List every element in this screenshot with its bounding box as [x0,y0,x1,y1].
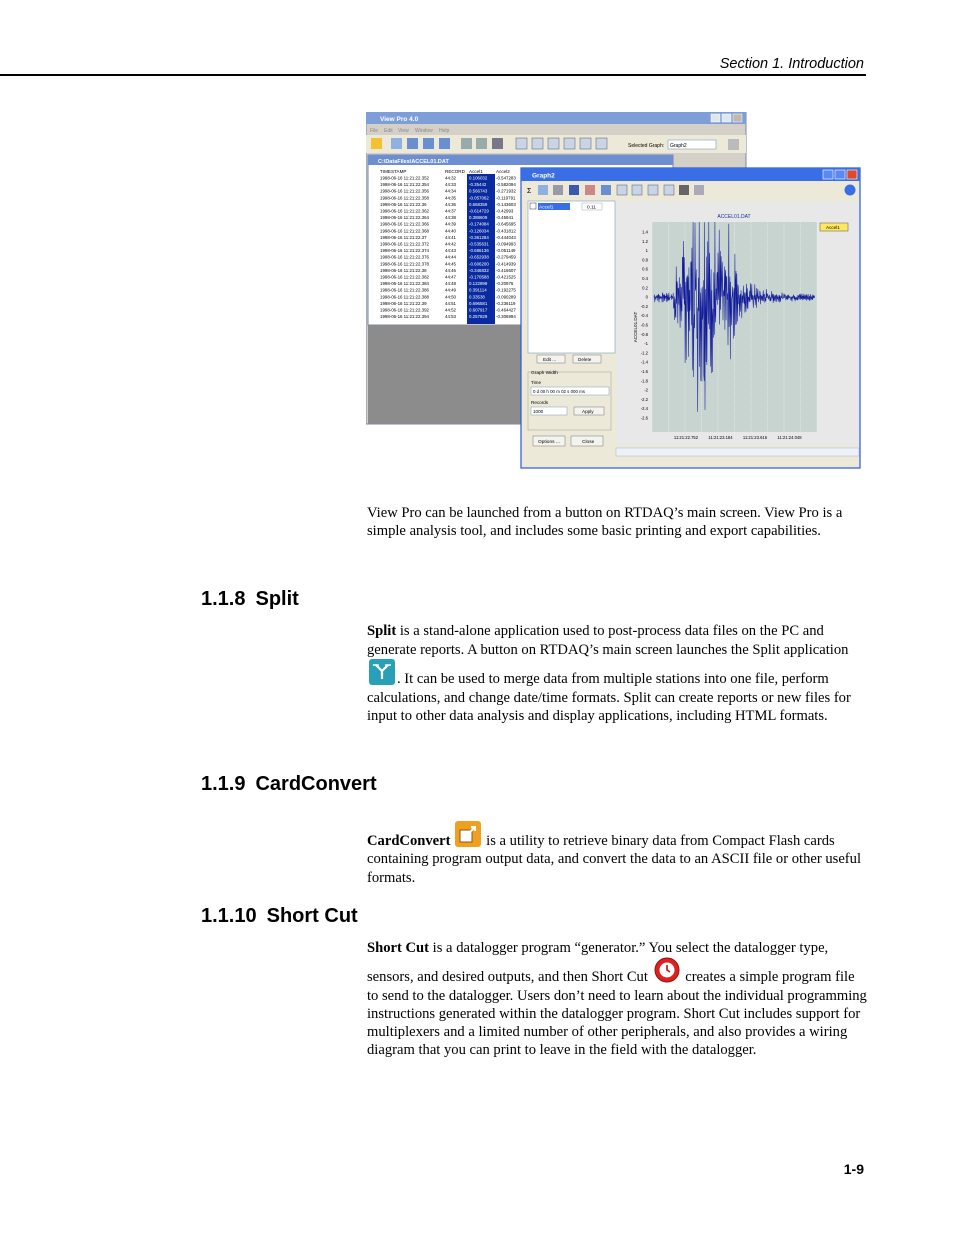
table-cell: -0.236119 [496,300,516,306]
print-preview-icon[interactable] [461,138,472,149]
y-tick-label: 0.8 [642,257,648,263]
apply-button-label: Apply [582,409,594,414]
y-tick-label: -1.2 [640,350,648,356]
cardconvert-term: CardConvert [367,833,451,849]
y-tick-label: -1.8 [640,378,648,384]
legend-entry: Accel1 [826,225,840,230]
menu-help[interactable]: Help [439,128,450,134]
table-cell: 1998-06-16 11:21:22.354 [380,182,429,188]
table-cell: 1998-06-16 11:21:22.356 [380,188,429,194]
save-icon[interactable] [569,185,579,195]
table-cell: 0.106032 [469,175,488,181]
table-cell: 0.566743 [469,188,488,194]
table-cell: 1998-06-16 11:21:22.368 [380,228,429,234]
table-cell: -0.20976 [496,281,514,287]
table-cell: -0.174084 [469,221,489,227]
data-table-body [380,176,516,320]
layout-icon[interactable] [407,138,418,149]
main-window-title: View Pro 4.0 [380,116,419,123]
line-graph-icon[interactable] [632,185,642,195]
bar-graph-icon[interactable] [648,185,658,195]
table-cell: 1998-06-16 11:21:22.38 [380,267,427,273]
table-cell: 44:51 [445,300,456,306]
table-cell: 44:49 [445,287,456,293]
graph-icon-2[interactable] [532,138,543,149]
heading-shortcut [201,905,358,928]
view-pro-screenshot [366,112,862,470]
table-cell: 44:52 [445,307,456,313]
graph-maximize-button[interactable] [835,170,845,179]
table-cell: 1998-06-16 11:21:22.36 [380,201,427,207]
help-icon[interactable] [845,185,856,196]
zoom-graph-icon[interactable] [694,185,704,195]
records-label: Records [531,400,549,405]
y-tick-label: 1.2 [642,238,648,244]
table-cell: 44:35 [445,195,456,201]
table-cell: -0.094993 [496,241,516,247]
series-list[interactable] [528,201,615,353]
table-cell: 1998-06-16 11:21:22.392 [380,307,429,313]
delete-button-label: Delete [578,357,592,362]
table-cell: 1998-06-16 11:21:22.394 [380,314,429,320]
table-cell: 44:34 [445,188,456,194]
table-cell: -0.192275 [496,287,516,293]
table-cell: -0.346832 [469,267,489,273]
table-cell: 1998-06-16 11:21:22.372 [380,241,429,247]
y-tick-label: -0.8 [640,331,648,337]
table-cell: -0.279459 [496,254,516,260]
viewpro-paragraph: View Pro can be launched from a button on RTDAQ’s main screen. View Pro is a simple analysis tool, and includes some basic printing and export capabilities. [367,505,843,540]
shortcut-paragraph [367,939,867,1060]
table-cell: 1998-06-16 11:21:22.384 [380,281,429,287]
y-tick-label: -1 [644,341,648,347]
table-cell: -0.126034 [469,228,489,234]
chart-title: ACCEL01.DAT [717,214,751,220]
menu-edit[interactable]: Edit [384,128,393,134]
col-record: RECORD [445,169,465,174]
table-cell: -0.271932 [496,188,516,194]
y-tick-label: 0.2 [642,285,648,291]
table-cell: 44:46 [445,267,456,273]
zoom-icon[interactable] [492,138,503,149]
table-cell: 1998-06-16 11:21:22.374 [380,248,429,254]
settings-icon[interactable] [728,139,739,150]
table-cell: 44:53 [445,314,456,320]
table-cell: 1998-06-16 11:21:22.37 [380,234,427,240]
records-value: 1000 [533,409,544,414]
split-text-b: . It can be used to merge data from multiple stations into one file, perform calculations, and change date/time formats. Split can create reports or new files for input to other data analysis and display applications, including HTML formats. [367,671,851,725]
table-cell: 44:43 [445,248,456,254]
maximize-button[interactable] [722,114,731,122]
shortcut-text-b: creates a simple program file to send to the datalogger. Users don’t need to learn about the individual programming instructions generated within the datalogger program. Short Cut includes support for multiplexers and a limited number of other peripherals, and also provides a wiring diagram that you can print to leave in the field with the datalogger. [367,969,867,1059]
toolbar [371,138,739,150]
open-icon[interactable] [371,138,382,149]
page-number: 1-9 [843,1161,864,1177]
time-value: 0 d 00 h 00 m 02 s 000 ms [533,389,585,394]
table-cell: -0.547283 [496,175,516,181]
heading-number: 1.1.10 [201,905,257,927]
table-cell: -0.090289 [496,294,516,300]
table-cell: -0.444043 [496,234,516,240]
running-header: Section 1. Introduction [719,56,864,72]
y-tick-label: -1.4 [640,359,648,365]
y-tick-label: -0.4 [640,313,648,319]
table-cell: 44:42 [445,241,456,247]
time-label: Time [531,380,542,385]
table-cell: 0.668359 [469,201,488,207]
split-text-a: is a stand-alone application used to post-process data files on the PC and generate reports. A button on RTDAQ’s main screen launches the Split application [367,623,849,658]
x-tick-label: 11:21:23.616 [742,435,768,440]
table-cell: -0.306994 [496,314,516,320]
selected-graph-value: Graph2 [670,143,687,149]
table-cell: -0.464427 [496,307,516,313]
heading-title: Short Cut [266,905,358,927]
table-cell: 1998-06-16 11:21:22.358 [380,195,429,201]
x-tick-label: 11:21:22.752 [673,435,699,440]
split-term: Split [367,623,397,639]
y-tick-label: 1.4 [642,229,648,235]
y-tick-label: -2 [644,387,648,393]
table-view-icon[interactable] [617,185,627,195]
y-tick-label: 1 [645,248,648,254]
table-cell: 44:48 [445,281,456,287]
print-icon[interactable] [476,138,487,149]
table-cell: -0.431812 [496,228,516,234]
table-cell: 0.122899 [469,281,488,287]
graph-icon-5[interactable] [580,138,591,149]
graph-icon-3[interactable] [548,138,559,149]
table-cell: -0.606200 [469,261,489,267]
selected-graph-label: Selected Graph: [628,143,665,149]
table-cell: -0.582094 [496,182,516,188]
heading-number: 1.1.8 [201,588,246,610]
y-axis-label: ACCEL01.DAT [633,311,638,343]
minimize-button[interactable] [711,114,720,122]
sigma-icon[interactable]: Σ [527,188,532,195]
table-cell: -0.170588 [469,274,489,280]
table-cell: 44:37 [445,208,456,214]
graph-window [521,168,860,468]
col-timestamp: TIMESTAMP [380,169,407,174]
split-paragraph [367,622,867,726]
table-cell: -0.119791 [496,195,516,201]
graph-icon-4[interactable] [564,138,575,149]
table-cell: -0.614729 [469,208,489,214]
y-tick-label: 0 [645,294,648,300]
table-cell: 0.33538 [469,294,485,300]
table-cell: -0.143603 [496,201,516,207]
copy-icon[interactable] [391,138,402,149]
table-cell: 0.391114 [469,287,487,293]
menu-view[interactable]: View [398,128,409,134]
table-cell: 1998-06-16 11:21:22.376 [380,254,429,260]
table-cell: 44:38 [445,215,456,221]
horizontal-scrollbar[interactable] [616,448,859,456]
heading-title: CardConvert [255,773,377,795]
table-cell: -0.414939 [496,261,516,267]
table-cell: 44:40 [445,228,456,234]
xy-graph-icon[interactable] [664,185,674,195]
table-cell: 44:33 [445,182,456,188]
series-item[interactable]: Accel1 [539,205,554,211]
graph-icon-1[interactable] [516,138,527,149]
y-tick-label: -0.2 [640,303,648,309]
table-cell: -0.361284 [469,234,489,240]
graph-width-label: Graph Width [531,371,558,376]
col-accel2: Accel2 [496,169,510,174]
table-cell: 1998-06-16 11:21:22.366 [380,221,429,227]
cardconvert-text: is a utility to retrieve binary data from Compact Flash cards containing program output data, and convert the data to an ASCII file or other useful formats. [367,833,862,886]
graph-window-title: Graph2 [532,172,555,180]
y-tick-label: -2.2 [640,396,648,402]
series-value: 0.11 [587,205,596,211]
y-tick-label: 0.6 [642,266,648,272]
shortcut-text-a: is a datalogger program “generator.” You select the datalogger type, sensors, and desired outputs, and then Short Cut [367,940,829,986]
table-cell: 0.257829 [469,314,488,320]
shortcut-app-icon [654,957,680,983]
y-tick-label: 0.4 [642,276,648,281]
col-accel1: Accel1 [469,169,483,174]
table-cell: 1998-06-16 11:21:22.39 [380,300,427,306]
graph-icon-6[interactable] [596,138,607,149]
close-graph-button-label: Close [582,440,595,445]
table-cell: -0.652938 [469,254,489,260]
table-cell: 44:45 [445,261,456,267]
scale-icon[interactable] [585,185,595,195]
table-cell: 1998-06-16 11:21:22.382 [380,274,429,280]
graph-minimize-button[interactable] [823,170,833,179]
heading-split [201,588,299,611]
table-cell: 44:44 [445,254,456,260]
table-cell: 1998-06-16 11:21:22.352 [380,175,429,181]
table-cell: -0.421525 [496,274,516,280]
table-cell: -0.45941 [496,215,514,221]
list-icon[interactable] [601,185,611,195]
close-button[interactable] [733,114,742,122]
shortcut-term: Short Cut [367,940,430,956]
graph-close-button[interactable] [847,170,857,179]
cardconvert-paragraph [367,821,867,887]
print-graph-icon[interactable] [553,185,563,195]
copy-graph-icon[interactable] [538,185,548,195]
split-app-icon [369,659,395,685]
table-cell: 0.388609 [469,215,488,221]
table-cell: 0.607917 [469,307,488,313]
table-cell: 44:36 [445,201,456,207]
table-cell: 44:47 [445,274,456,280]
table-cell: -0.686136 [469,248,489,254]
layout-cols-icon[interactable] [439,138,450,149]
series-checkbox[interactable] [530,203,536,209]
table-cell: -0.535631 [469,241,489,247]
lock-icon[interactable] [679,185,689,195]
table-cell: 44:50 [445,294,456,300]
table-cell: 1998-06-16 11:21:22.386 [380,287,429,293]
table-cell: 1998-06-16 11:21:22.364 [380,215,429,221]
heading-number: 1.1.9 [201,773,246,795]
table-cell: -0.051149 [496,248,516,254]
layout-rows-icon[interactable] [423,138,434,149]
table-cell: -0.35442 [469,182,487,188]
table-cell: 1998-06-16 11:21:22.362 [380,208,429,214]
table-cell: -0.057062 [469,195,489,201]
options-button-label: Options ... [538,440,560,445]
header-rule [0,74,866,76]
heading-cardconvert [201,773,377,796]
table-cell: -0.42993 [496,208,514,214]
y-tick-label: -1.6 [640,369,648,374]
data-window-title: C:\DataFiles\ACCEL01.DAT [378,159,449,165]
y-tick-label: -2.4 [640,406,648,412]
menu-file[interactable]: File [370,128,379,134]
table-cell: 44:41 [445,234,456,240]
menu-window[interactable]: Window [415,128,433,134]
table-cell: 1998-06-16 11:21:22.378 [380,261,429,267]
heading-title: Split [255,588,299,610]
table-cell: 1998-06-16 11:21:22.388 [380,294,429,300]
x-tick-label: 11:21:24.048 [777,435,802,440]
table-cell: -0.416507 [496,267,516,273]
x-tick-label: 11:21:23.184 [708,435,733,440]
cardconvert-app-icon [455,821,481,847]
y-tick-label: -2.6 [640,415,648,421]
y-tick-label: -0.6 [640,322,648,328]
table-cell: 44:32 [445,175,456,181]
edit-button-label: Edit ... [543,357,557,362]
table-cell: -0.645695 [496,221,516,227]
table-cell: 44:39 [445,221,456,227]
table-cell: 0.696581 [469,300,488,306]
